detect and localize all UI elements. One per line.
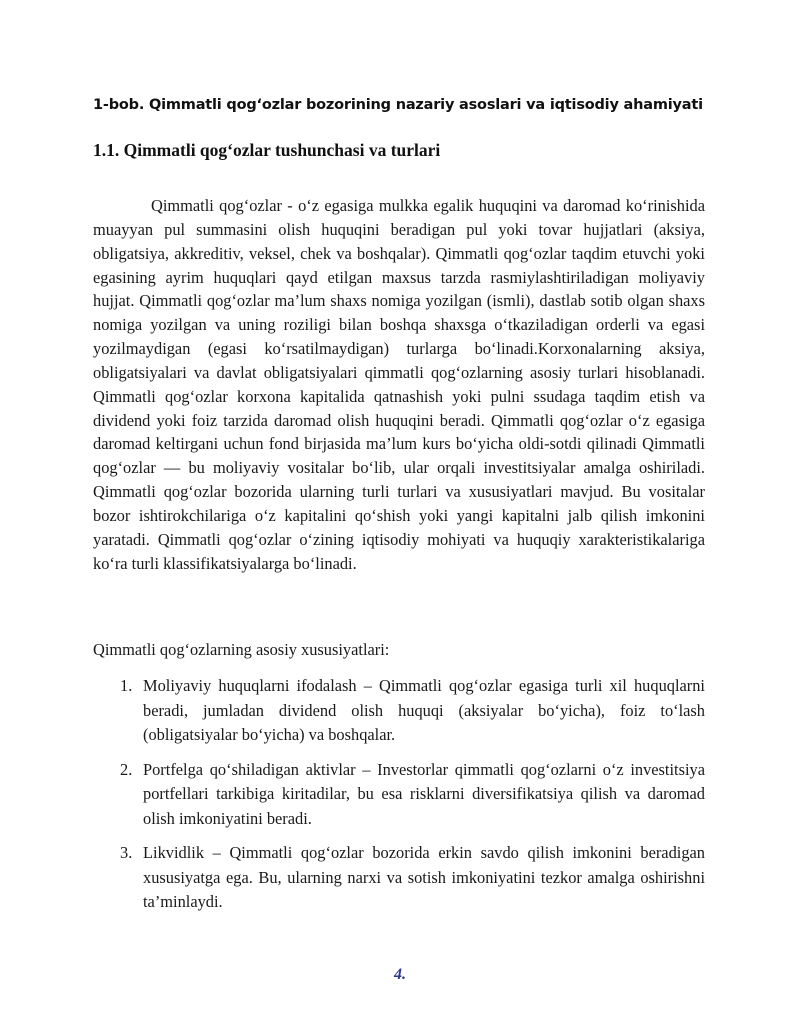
list-item-number: 1.	[120, 676, 133, 695]
list-item	[93, 841, 705, 915]
list-item-text: Moliyaviy huquqlarni ifodalash – Qimmatli qog‘ozlar egasiga turli xil huquqlarni beradi, jumladan dividend olish huquqi (aksiyalar bo‘yicha), foiz to‘lash (obligatsiyalar bo‘yicha) va boshqalar.	[143, 676, 705, 744]
body-paragraph: Qimmatli qog‘ozlar - o‘z egasiga mulkka egalik huquqini va daromad ko‘rinishida muayyan pul summasini olish huquqini beradigan pul yoki tovar hujjatlari (aksiya, obligatsiya, akkreditiv, veksel, chek va boshqalar). Qimmatli qog‘ozlar taqdim etuvchi yoki egasining ayrim huquqlari qayd etilgan maxsus tarzda rasmiylashtiriladigan moliyaviy hujjat. Qimmatli qog‘ozlar ma’lum shaxs nomiga yozilgan (ismli), dastlab sotib olgan shaxs nomiga yozilgan va uning roziligi bilan boshqa shaxsga o‘tkaziladigan orderli va egasi yozilmaydigan (egasi ko‘rsatilmaydigan) turlarga bo‘linadi.Korxonalarning aksiya, obligatsiyalari va davlat obligatsiyalari qimmatli qog‘ozlarning asosiy turlari hisoblanadi. Qimmatli qog‘ozlar korxona kapitalida qatnashish yoki pulni ssudaga taqdim etish va dividend yoki foiz tarzida daromad olish huquqini beradi. Qimmatli qog‘ozlar o‘z egasiga daromad keltirgani uchun fond birjasida ma’lum kurs bo‘yicha oldi-sotdi qilinadi Qimmatli qog‘ozlar — bu moliyaviy vositalar bo‘lib, ular orqali investitsiyalar amalga oshiriladi. Qimmatli qog‘ozlar bozorida ularning turli turlari va xususiyatlari mavjud. Bu vositalar bozor ishtirokchilariga o‘z kapitalini qo‘shish yoki yangi kapitalni jalb qilish imkonini yaratadi. Qimmatli qog‘ozlar o‘zining iqtisodiy mohiyati va huquqiy xarakteristikalariga ko‘ra turli klassifikatsiyalarga bo‘linadi.	[93, 196, 705, 573]
list-item	[93, 674, 705, 748]
features-list	[93, 674, 705, 925]
list-item-text: Portfelga qo‘shiladigan aktivlar – Investorlar qimmatli qog‘ozlarni o‘z investitsiya portfellari tarkibiga kiritadilar, bu esa risklarni diversifikatsiya qilish va daromad olish imkoniyatini beradi.	[143, 759, 705, 828]
list-item-text: Likvidlik – Qimmatli qog‘ozlar bozorida erkin savdo qilish imkonini beradigan xususiyatga ega. Bu, ularning narxi va sotish imkoniyatini tezkor amalga oshirishni ta’minlaydi.	[143, 843, 705, 911]
list-item-number: 3.	[120, 843, 133, 862]
list-item	[93, 758, 705, 832]
list-intro: Qimmatli qog‘ozlarning asosiy xususiyatlari:	[93, 640, 390, 659]
chapter-title: 1-bob. Qimmatli qog‘ozlar bozorining nazariy asoslari va iqtisodiy ahamiyati	[93, 97, 703, 113]
page-number: 4.	[394, 966, 406, 983]
list-item-number: 2.	[120, 759, 133, 779]
section-title: 1.1. Qimmatli qog‘ozlar tushunchasi va turlari	[93, 140, 441, 160]
